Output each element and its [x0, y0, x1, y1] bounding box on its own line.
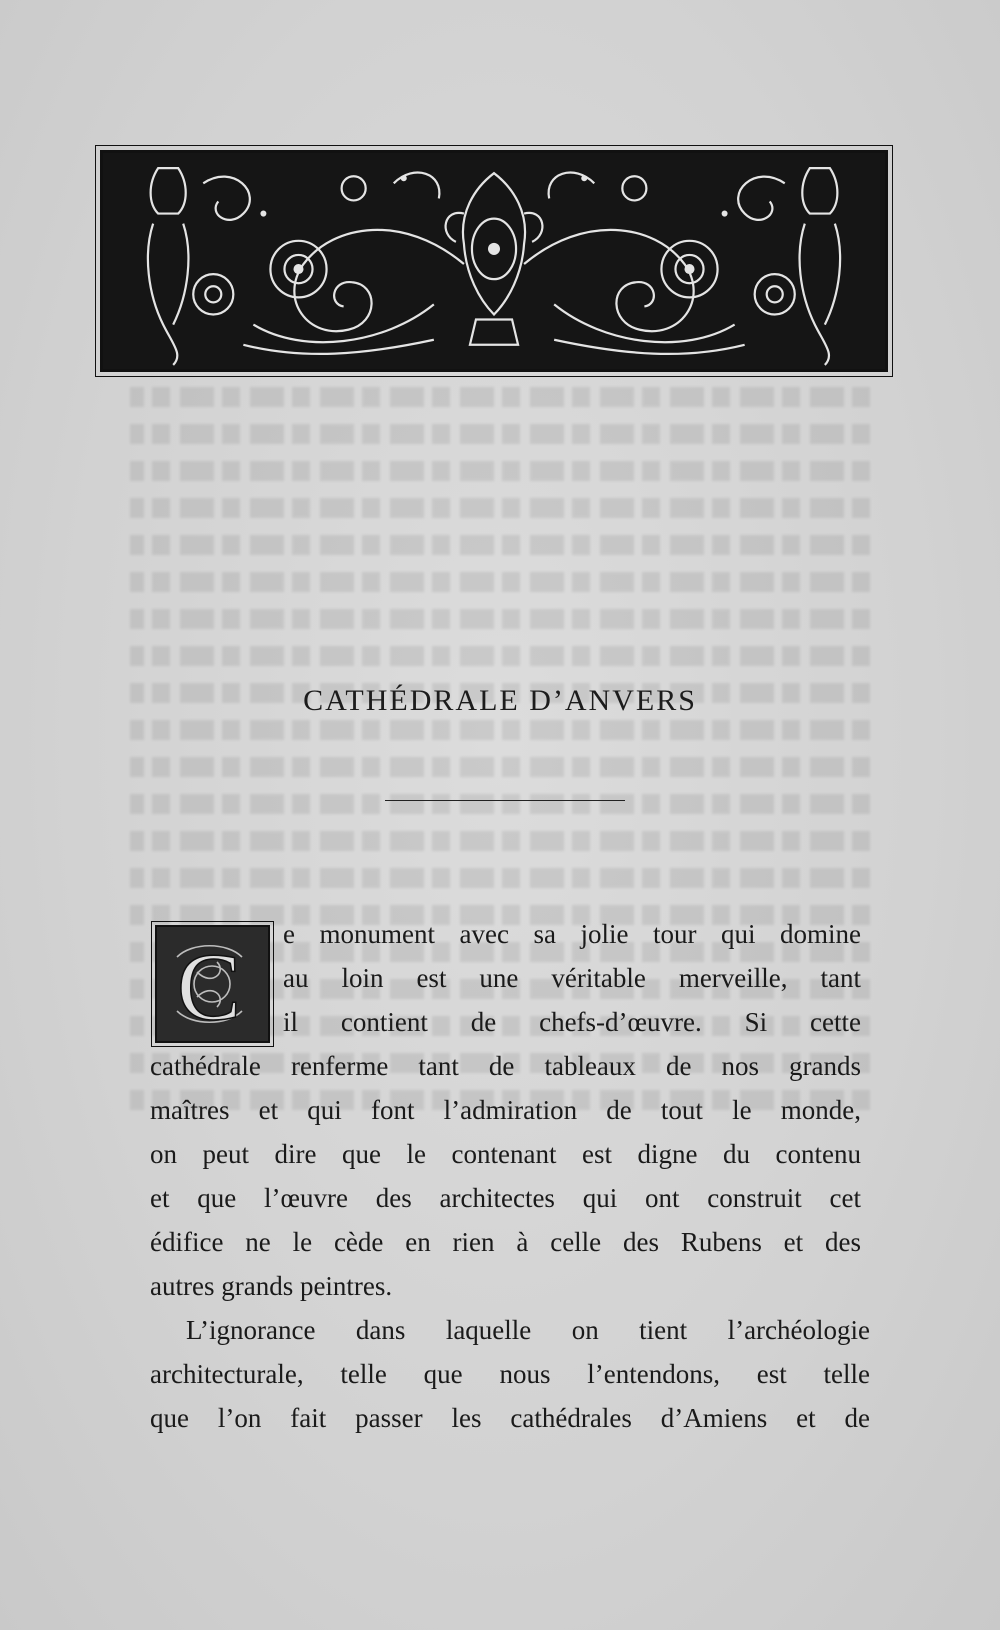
- chapter-title: CATHÉDRALE D’ANVERS: [303, 684, 697, 717]
- text-line: architecturale, telle que nous l’entendons, est telle: [150, 1359, 870, 1389]
- text-line: et que l’œuvre des architectes qui ont construit cet: [150, 1183, 861, 1213]
- ornamental-drop-cap: [155, 925, 270, 1043]
- text-line: cathédrale renferme tant de tableaux de nos grands: [150, 1051, 861, 1081]
- headpiece-ornament-graphic: [103, 153, 885, 369]
- paragraph-1-body: [150, 1044, 861, 1308]
- drop-cap-letter: C: [176, 933, 242, 1040]
- paragraph-1-lead: [283, 912, 861, 1044]
- text-line: autres grands peintres.: [150, 1271, 393, 1301]
- ornamental-headpiece: [100, 150, 888, 372]
- drop-cap-graphic: [157, 927, 268, 1041]
- text-line: e monument avec sa jolie tour qui domine: [283, 919, 861, 949]
- text-line: on peut dire que le contenant est digne du contenu: [150, 1139, 861, 1169]
- text-line: maîtres et qui font l’admiration de tout le monde,: [150, 1095, 861, 1125]
- text-line: il contient de chefs-d’œuvre. Si cette: [283, 1007, 861, 1037]
- title-divider: [385, 800, 625, 801]
- paragraph-2: [150, 1308, 870, 1440]
- text-line: édifice ne le cède en rien à celle des Rubens et des: [150, 1227, 861, 1257]
- text-line: que l’on fait passer les cathédrales d’Amiens et de: [150, 1403, 870, 1433]
- text-line: L’ignorance dans laquelle on tient l’archéologie: [186, 1315, 870, 1345]
- text-line: au loin est une véritable merveille, tant: [283, 963, 861, 993]
